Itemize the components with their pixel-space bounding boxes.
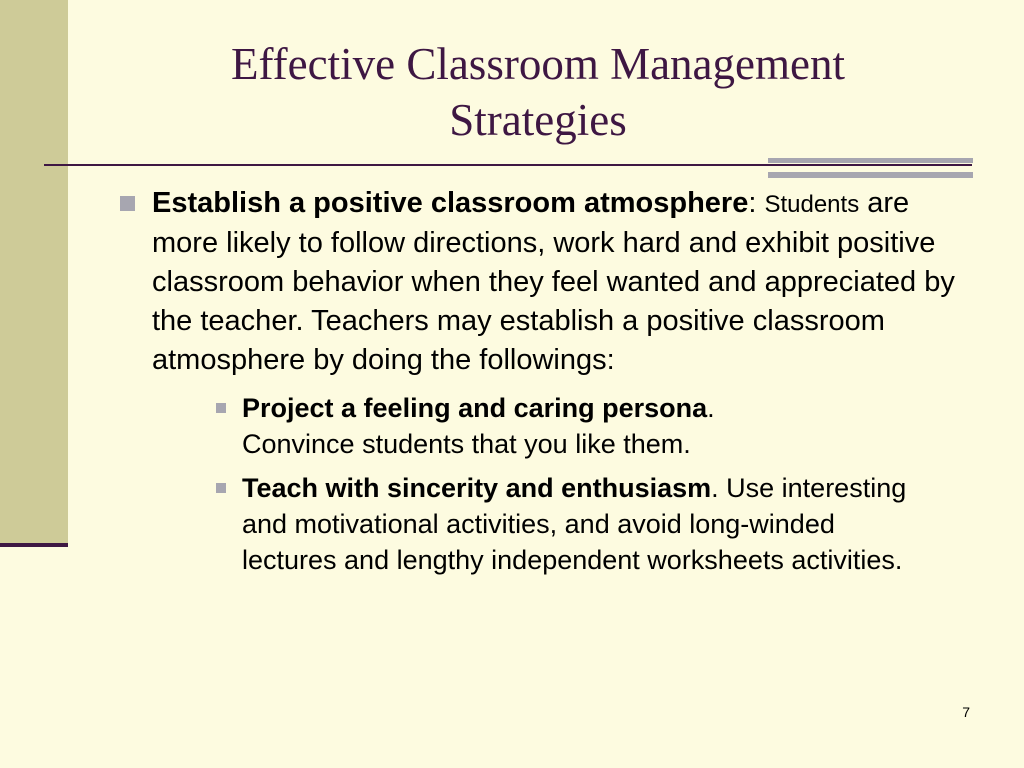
sub-bullet-heading: Project a feeling and caring persona: [242, 393, 708, 423]
left-accent-underline: [0, 543, 68, 547]
main-bullet-lead-word: Students: [764, 191, 860, 218]
title-line-2: Strategies: [449, 95, 627, 145]
main-bullet-text: are more likely to follow directions, work hard and exhibit positive classroom behavior when they feel wanted and appreciated by the teacher. Teachers may establish a positive classroom atmosphere by doing the followings:: [152, 187, 955, 376]
main-bullet: [120, 184, 970, 380]
sub-bullet-punct: .: [707, 393, 715, 423]
sub-bullet-text: Convince students that you like them.: [242, 429, 691, 459]
page-number: 7: [962, 704, 970, 720]
slide-body: [120, 184, 970, 586]
main-bullet-colon: :: [748, 187, 757, 219]
main-bullet-heading: Establish a positive classroom atmosphere: [152, 187, 749, 219]
decorative-grey-bar-top: [768, 158, 973, 163]
title-divider: [44, 164, 972, 166]
sub-bullet: [215, 390, 935, 462]
sub-bullet-list: [215, 390, 935, 578]
square-bullet-icon: [120, 196, 135, 211]
title-line-1: Effective Classroom Management: [231, 39, 845, 89]
left-accent-band: [0, 0, 68, 545]
square-bullet-icon: [216, 483, 226, 493]
sub-bullet: [215, 470, 935, 578]
sub-bullet-punct: .: [711, 473, 719, 503]
square-bullet-icon: [216, 403, 226, 413]
sub-bullet-text: Use interesting and motivational activities, and avoid long-winded lectures and lengthy independent worksheets activities.: [242, 473, 907, 575]
sub-bullet-heading: Teach with sincerity and enthusiasm: [242, 473, 712, 503]
decorative-grey-bar-bottom: [768, 172, 973, 178]
slide-title: [100, 36, 976, 148]
